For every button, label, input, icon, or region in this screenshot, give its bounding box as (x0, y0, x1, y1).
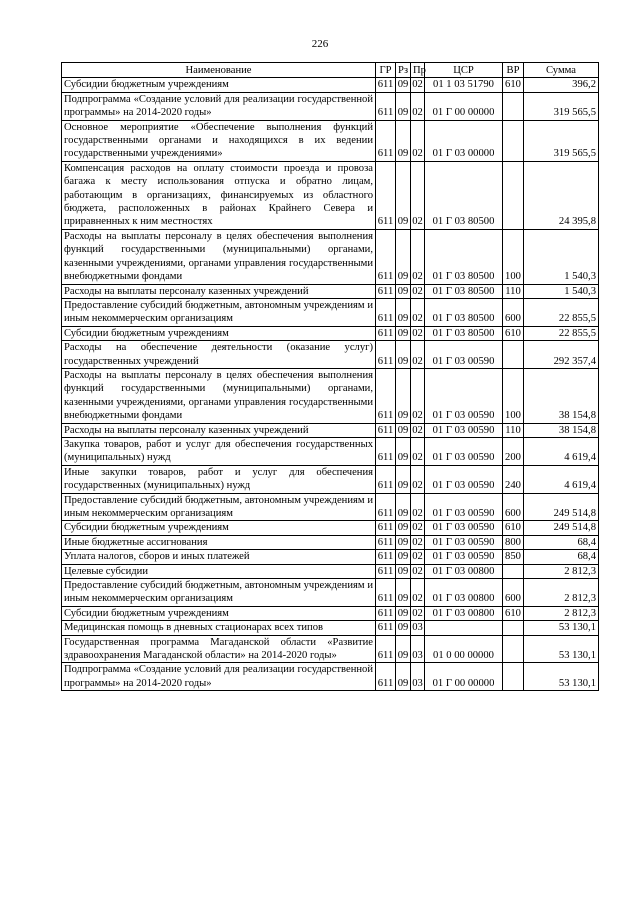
cell-vr: 600 (503, 493, 524, 521)
cell-vr: 240 (503, 465, 524, 493)
cell-csr: 01 Г 03 00800 (425, 564, 503, 578)
cell-sum: 249 514,8 (524, 493, 599, 521)
cell-rz: 09 (396, 437, 411, 465)
cell-name: Целевые субсидии (62, 564, 376, 578)
cell-pr: 02 (412, 536, 423, 548)
cell-pr: 02 (411, 92, 425, 120)
cell-gr: 611 (376, 92, 396, 120)
cell-gr: 611 (376, 326, 396, 340)
cell-sum: 53 130,1 (524, 635, 599, 663)
cell-pr: 02 (412, 565, 423, 577)
cell-csr: 01 Г 03 00590 (425, 550, 503, 564)
cell-rz: 09 (396, 564, 411, 578)
cell-name: Субсидии бюджетным учреждениям (62, 521, 376, 535)
cell-sum: 249 514,8 (524, 521, 599, 535)
cell-vr: 110 (503, 284, 524, 298)
table-row (62, 606, 599, 620)
table-row (62, 493, 599, 521)
cell-csr: 01 Г 00 00000 (425, 663, 503, 691)
cell-name: Предоставление субсидий бюджетным, автономным учреждениям и иным некоммерческим организациям (62, 493, 376, 521)
header-vr: ВР (503, 63, 524, 78)
cell-gr: 611 (376, 78, 396, 92)
cell-pr: 02 (412, 551, 423, 563)
cell-pr: 03 (412, 622, 423, 634)
cell-pr: 02 (411, 465, 425, 493)
cell-name: Субсидии бюджетным учреждениям (62, 606, 376, 620)
cell-vr (503, 161, 524, 229)
cell-rz: 09 (396, 120, 411, 161)
cell-sum: 22 855,5 (524, 326, 599, 340)
cell-rz: 09 (396, 550, 411, 564)
cell-name: Субсидии бюджетным учреждениям (62, 78, 376, 92)
cell-gr: 611 (376, 606, 396, 620)
cell-rz: 09 (396, 465, 411, 493)
cell-vr: 600 (503, 579, 524, 607)
table-header-row (62, 63, 599, 78)
cell-pr: 02 (411, 341, 425, 369)
cell-sum: 53 130,1 (524, 621, 599, 635)
cell-name: Субсидии бюджетным учреждениям (62, 326, 376, 340)
cell-vr (503, 663, 524, 691)
cell-pr: 02 (412, 285, 423, 297)
cell-sum: 2 812,3 (524, 606, 599, 620)
cell-csr: 01 Г 03 00000 (425, 120, 503, 161)
cell-gr: 611 (376, 579, 396, 607)
cell-csr: 01 Г 03 80500 (425, 298, 503, 326)
cell-gr: 611 (376, 437, 396, 465)
cell-rz: 09 (396, 92, 411, 120)
cell-sum: 1 540,3 (524, 229, 599, 284)
cell-csr: 01 Г 03 00590 (425, 423, 503, 437)
cell-csr (425, 621, 503, 635)
cell-rz: 09 (396, 368, 411, 423)
cell-pr: 02 (412, 327, 423, 339)
cell-csr: 01 Г 03 80500 (425, 284, 503, 298)
cell-rz: 09 (396, 298, 411, 326)
cell-csr: 01 Г 03 00590 (425, 368, 503, 423)
table-row (62, 621, 599, 635)
cell-rz: 09 (396, 606, 411, 620)
cell-vr: 600 (503, 298, 524, 326)
cell-pr: 02 (412, 607, 423, 619)
cell-sum: 38 154,8 (524, 423, 599, 437)
table-row (62, 550, 599, 564)
cell-rz: 09 (396, 341, 411, 369)
cell-name: Расходы на выплаты персоналу казенных учреждений (62, 284, 376, 298)
cell-pr: 02 (411, 120, 425, 161)
cell-gr: 611 (376, 635, 396, 663)
cell-sum: 2 812,3 (524, 564, 599, 578)
cell-vr (503, 341, 524, 369)
cell-rz: 09 (396, 284, 411, 298)
cell-gr: 611 (376, 229, 396, 284)
cell-sum: 4 619,4 (524, 465, 599, 493)
cell-name: Расходы на выплаты персоналу в целях обеспечения выполнения функций государственными (муниципальными) органами, казенными учреждениями, органами управления государственными внебюджетными фондами (62, 229, 376, 284)
cell-name: Расходы на выплаты персоналу в целях обеспечения выполнения функций государственными (муниципальными) органами, казенными учреждениями, органами управления государственными внебюджетными фондами (62, 368, 376, 423)
cell-rz: 09 (396, 229, 411, 284)
table-row (62, 663, 599, 691)
table-row (62, 368, 599, 423)
cell-vr (503, 564, 524, 578)
cell-pr: 02 (412, 522, 423, 534)
cell-rz: 09 (396, 161, 411, 229)
cell-csr: 01 Г 03 80500 (425, 229, 503, 284)
cell-vr (503, 635, 524, 663)
cell-name: Иные закупки товаров, работ и услуг для обеспечения государственных (муниципальных) нужд (62, 465, 376, 493)
cell-rz: 09 (396, 635, 411, 663)
table-row (62, 120, 599, 161)
cell-sum: 292 357,4 (524, 341, 599, 369)
cell-rz: 09 (396, 326, 411, 340)
cell-vr: 850 (503, 550, 524, 564)
cell-gr: 611 (376, 298, 396, 326)
cell-name: Компенсация расходов на оплату стоимости проезда и провоза багажа к месту использования отпуска и обратно лицам, работающим в организациях, финансируемых из областного бюджета, расположенных в районах Крайнего Севера и приравненных к ним местностях (62, 161, 376, 229)
cell-pr: 03 (411, 663, 425, 691)
cell-pr: 02 (411, 368, 425, 423)
cell-vr: 100 (503, 229, 524, 284)
cell-vr: 110 (503, 423, 524, 437)
cell-rz: 09 (396, 521, 411, 535)
cell-sum: 24 395,8 (524, 161, 599, 229)
cell-name: Медицинская помощь в дневных стационарах всех типов (62, 621, 376, 635)
cell-sum: 319 565,5 (524, 120, 599, 161)
cell-gr: 611 (376, 493, 396, 521)
cell-pr: 02 (412, 79, 423, 91)
cell-rz: 09 (396, 535, 411, 549)
table-row (62, 564, 599, 578)
cell-pr: 02 (411, 229, 425, 284)
cell-csr: 01 Г 03 00800 (425, 579, 503, 607)
table-row (62, 465, 599, 493)
cell-csr: 01 Г 00 00000 (425, 92, 503, 120)
cell-gr: 611 (376, 161, 396, 229)
table-row (62, 284, 599, 298)
cell-pr: 03 (411, 635, 425, 663)
cell-vr: 200 (503, 437, 524, 465)
cell-pr: 02 (412, 424, 423, 436)
cell-gr: 611 (376, 341, 396, 369)
cell-gr: 611 (376, 465, 396, 493)
cell-pr: 02 (411, 437, 425, 465)
cell-name: Подпрограмма «Создание условий для реализации государственной программы» на 2014-2020 годы» (62, 92, 376, 120)
cell-name: Предоставление субсидий бюджетным, автономным учреждениям и иным некоммерческим организациям (62, 579, 376, 607)
table-row (62, 161, 599, 229)
header-gr: ГР (376, 63, 396, 78)
page-number: 226 (311, 38, 329, 50)
table-row (62, 423, 599, 437)
cell-sum: 2 812,3 (524, 579, 599, 607)
cell-csr: 01 Г 03 00800 (425, 606, 503, 620)
cell-name: Расходы на обеспечение деятельности (оказание услуг) государственных учреждений (62, 341, 376, 369)
table-row (62, 521, 599, 535)
cell-pr: 02 (411, 579, 425, 607)
cell-gr: 611 (376, 535, 396, 549)
cell-csr: 01 Г 03 00590 (425, 341, 503, 369)
cell-vr (503, 92, 524, 120)
cell-gr: 611 (376, 284, 396, 298)
cell-rz: 09 (396, 621, 411, 635)
cell-sum: 68,4 (524, 550, 599, 564)
cell-vr: 610 (503, 78, 524, 92)
cell-rz: 09 (396, 423, 411, 437)
cell-sum: 53 130,1 (524, 663, 599, 691)
cell-sum: 38 154,8 (524, 368, 599, 423)
cell-csr: 01 Г 03 80500 (425, 161, 503, 229)
table-row (62, 437, 599, 465)
cell-pr: 02 (411, 493, 425, 521)
table-row (62, 78, 599, 92)
cell-rz: 09 (396, 493, 411, 521)
cell-sum: 1 540,3 (524, 284, 599, 298)
cell-gr: 611 (376, 423, 396, 437)
cell-vr: 610 (503, 326, 524, 340)
cell-rz: 09 (396, 663, 411, 691)
cell-csr: 01 Г 03 00590 (425, 437, 503, 465)
budget-table (61, 62, 599, 691)
header-rz: Рз (396, 63, 411, 78)
header-sum: Сумма (524, 63, 599, 78)
table-row (62, 326, 599, 340)
cell-name: Подпрограмма «Создание условий для реализации государственной программы» на 2014-2020 годы» (62, 663, 376, 691)
header-name: Наименование (62, 63, 376, 78)
table-row (62, 341, 599, 369)
header-pr: Пр (411, 63, 425, 78)
cell-pr: 02 (411, 298, 425, 326)
table-row (62, 298, 599, 326)
cell-rz: 09 (396, 78, 411, 92)
cell-name: Закупка товаров, работ и услуг для обеспечения государственных (муниципальных) нужд (62, 437, 376, 465)
cell-gr: 611 (376, 521, 396, 535)
cell-vr: 610 (503, 606, 524, 620)
cell-sum: 68,4 (524, 535, 599, 549)
table-row (62, 535, 599, 549)
cell-name: Основное мероприятие «Обеспечение выполнения функций государственными органами и находящихся в их ведении государственными учреждениями» (62, 120, 376, 161)
cell-vr (503, 120, 524, 161)
table-row (62, 229, 599, 284)
cell-sum: 4 619,4 (524, 437, 599, 465)
cell-name: Иные бюджетные ассигнования (62, 535, 376, 549)
cell-sum: 319 565,5 (524, 92, 599, 120)
cell-csr: 01 1 03 51790 (425, 78, 503, 92)
cell-csr: 01 0 00 00000 (425, 635, 503, 663)
cell-name: Предоставление субсидий бюджетным, автономным учреждениям и иным некоммерческим организациям (62, 298, 376, 326)
cell-name: Уплата налогов, сборов и иных платежей (62, 550, 376, 564)
cell-csr: 01 Г 03 00590 (425, 493, 503, 521)
cell-gr: 611 (376, 621, 396, 635)
cell-vr: 800 (503, 535, 524, 549)
cell-vr: 100 (503, 368, 524, 423)
cell-vr: 610 (503, 521, 524, 535)
cell-sum: 22 855,5 (524, 298, 599, 326)
cell-csr: 01 Г 03 00590 (425, 535, 503, 549)
cell-csr: 01 Г 03 00590 (425, 521, 503, 535)
cell-name: Расходы на выплаты персоналу казенных учреждений (62, 423, 376, 437)
cell-sum: 396,2 (524, 78, 599, 92)
cell-gr: 611 (376, 120, 396, 161)
cell-gr: 611 (376, 368, 396, 423)
cell-vr (503, 621, 524, 635)
cell-csr: 01 Г 03 80500 (425, 326, 503, 340)
table-row (62, 92, 599, 120)
cell-gr: 611 (376, 663, 396, 691)
cell-csr: 01 Г 03 00590 (425, 465, 503, 493)
cell-rz: 09 (396, 579, 411, 607)
cell-name: Государственная программа Магаданской области «Развитие здравоохранения Магаданской области» на 2014-2020 годы» (62, 635, 376, 663)
cell-gr: 611 (376, 564, 396, 578)
header-csr: ЦСР (425, 63, 503, 78)
table-row (62, 579, 599, 607)
cell-pr: 02 (411, 161, 425, 229)
cell-gr: 611 (376, 550, 396, 564)
table-row (62, 635, 599, 663)
